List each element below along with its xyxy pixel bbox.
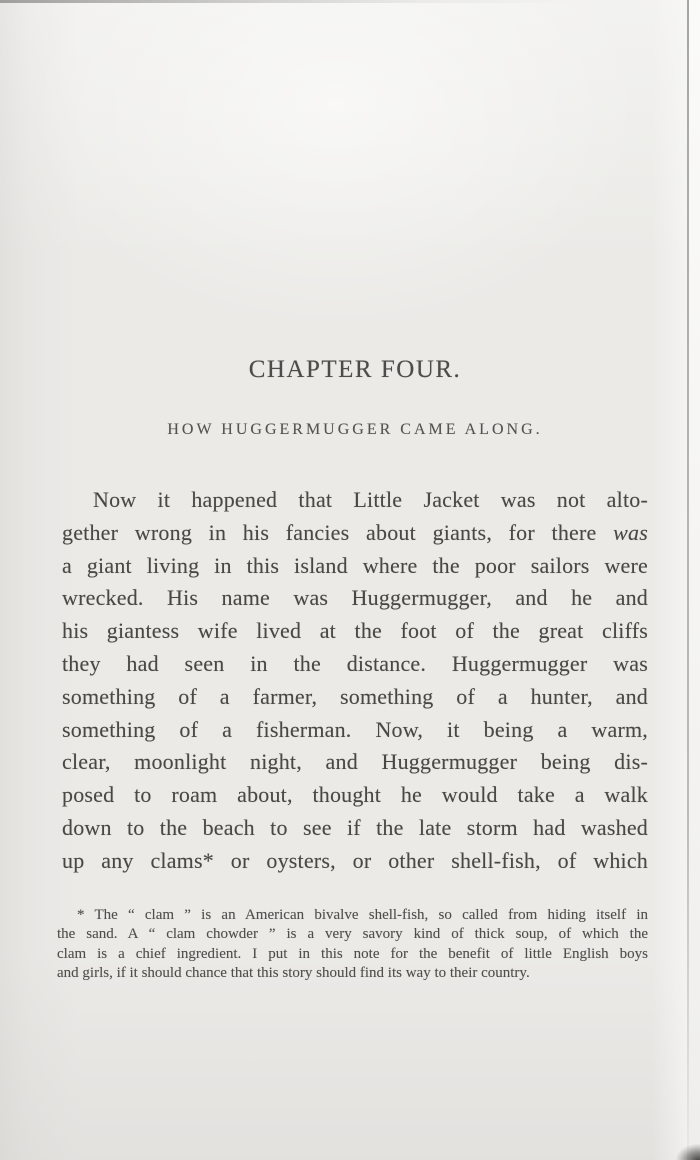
paragraph-line: wrecked. His name was Huggermugger, and he and [62, 585, 648, 611]
paragraph-line: down to the beach to see if the late storm had washed [62, 814, 648, 840]
footnote-line: * The “ clam ” is an American bivalve shell-fish, so called from hiding itself in [77, 907, 648, 923]
chapter-subtitle: HOW HUGGERMUGGER CAME ALONG. [167, 421, 543, 438]
italic-word: was [613, 519, 648, 545]
scan-top-edge-shadow [0, 0, 580, 3]
footnote [57, 906, 648, 983]
chapter-title: CHAPTER FOUR. [248, 356, 462, 383]
scan-corner-smudge [666, 1132, 700, 1160]
paragraph-line: something of a farmer, something of a hunter, and [62, 683, 648, 709]
body-paragraph [62, 484, 648, 878]
paragraph-line: a giant living in this island where the poor sailors were [62, 552, 648, 578]
paragraph-line: his giantess wife lived at the foot of the great cliffs [62, 618, 648, 644]
scan-page-edge-margin [689, 0, 700, 1160]
paragraph-line: something of a fisherman. Now, it being a warm, [62, 716, 648, 742]
footnote-line: and girls, if it should chance that this story should find its way to their country. [57, 964, 530, 981]
footnote-line: the sand. A “ clam chowder ” is a very savory kind of thick soup, of which the [57, 926, 648, 943]
paragraph-line: clear, moonlight night, and Huggermugger being dis- [62, 749, 648, 775]
paragraph-line-text: gether wrong in his fancies about giants, for there [62, 519, 614, 545]
paragraph-line: posed to roam about, thought he would take a walk [62, 782, 648, 808]
footnote-line: clam is a chief ingredient. I put in this note for the benefit of little English boys [57, 945, 648, 962]
paragraph-line: up any clams* or oysters, or other shell-fish, of which [62, 847, 648, 873]
paragraph-line: Now it happened that Little Jacket was not alto- [93, 487, 648, 512]
paragraph-line: they had seen in the distance. Huggermugger was [62, 650, 648, 676]
paragraph-line [62, 517, 648, 550]
